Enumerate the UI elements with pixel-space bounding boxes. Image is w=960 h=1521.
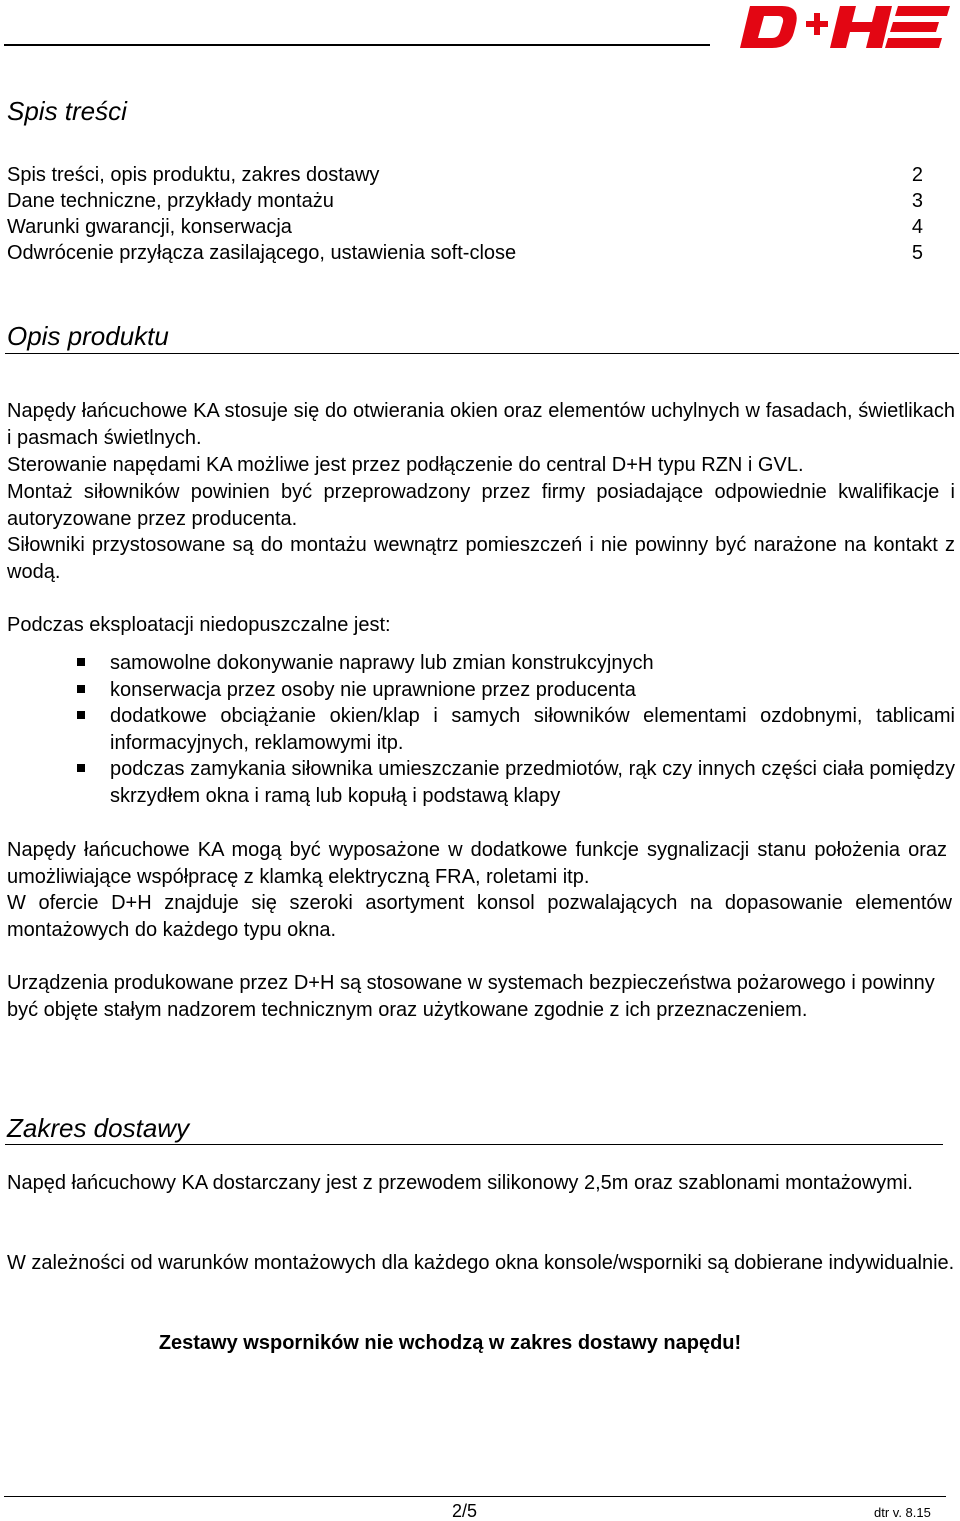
toc-entry-page: 2 bbox=[911, 164, 923, 186]
product-paragraph: Urządzenia produkowane przez D+H są stosowane w systemach bezpieczeństwa pożarowego i powinny być objęte stałym nadzorem technicznym oraz użytkowane zgodnie z ich przeznaczeniem. bbox=[7, 972, 935, 1021]
toc-entry-page: 4 bbox=[911, 216, 923, 238]
header-rule bbox=[4, 44, 710, 46]
toc-entry-label: Warunki gwarancji, konserwacja bbox=[7, 216, 292, 238]
product-paragraph: Siłowniki przystosowane są do montażu wewnątrz pomieszczeń i nie powinny być narażone na kontakt z wodą. bbox=[7, 534, 955, 583]
bullet-icon bbox=[77, 685, 85, 693]
delivery-note: Zestawy wsporników nie wchodzą w zakres dostawy napędu! bbox=[158, 1332, 742, 1354]
list-item: konserwacja przez osoby nie uprawnione przez producenta bbox=[0, 677, 955, 704]
page-number: 2/5 bbox=[452, 1501, 478, 1521]
list-item: samowolne dokonywanie naprawy lub zmian konstrukcyjnych bbox=[0, 650, 955, 677]
delivery-heading: Zakres dostawy bbox=[7, 1113, 190, 1143]
toc-heading: Spis treści bbox=[7, 96, 127, 126]
toc-entry-label: Dane techniczne, przykłady montażu bbox=[7, 190, 334, 212]
toc-entry bbox=[7, 162, 923, 188]
bullet-icon bbox=[77, 764, 85, 772]
toc-entry-label: Spis treści, opis produktu, zakres dostawy bbox=[7, 164, 380, 186]
prohibited-list bbox=[0, 650, 955, 810]
toc-entry-label: Odwrócenie przyłącza zasilającego, ustawienia soft-close bbox=[7, 242, 517, 264]
delivery-paragraph: W zależności od warunków montażowych dla każdego okna konsole/wsporniki są dobierane indywidualnie. bbox=[7, 1252, 955, 1274]
list-item: dodatkowe obciążanie okien/klap i samych siłowników elementami ozdobnymi, tablicami informacyjnych, reklamowymi itp. bbox=[0, 703, 955, 756]
dh-logo-icon bbox=[736, 2, 954, 50]
section-rule bbox=[5, 1144, 943, 1145]
dh-logo bbox=[736, 2, 954, 55]
footer-rule bbox=[4, 1496, 946, 1497]
product-paragraph: Napędy łańcuchowe KA stosuje się do otwierania okien oraz elementów uchylnych w fasadach, świetlikach i pasmach świetlnych. bbox=[7, 400, 955, 449]
delivery-paragraph: Napęd łańcuchowy KA dostarczany jest z przewodem silikonowy 2,5m oraz szablonami montażowymi. bbox=[7, 1172, 913, 1194]
prohibited-intro: Podczas eksploatacji niedopuszczalne jest: bbox=[7, 614, 391, 636]
product-paragraph: Montaż siłowników powinien być przeprowadzony przez firmy posiadające odpowiednie kwalifikacje i autoryzowane przez producenta. bbox=[7, 481, 955, 530]
product-paragraph: Sterowanie napędami KA możliwe jest przez podłączenie do central D+H typu RZN i GVL. bbox=[7, 454, 804, 476]
toc-entry bbox=[7, 188, 923, 214]
bullet-icon bbox=[77, 711, 85, 719]
product-paragraph: Napędy łańcuchowe KA mogą być wyposażone w dodatkowe funkcje sygnalizacji stanu położenia oraz umożliwiające współpracę z klamką elektryczną FRA, roletami itp. bbox=[7, 839, 947, 888]
bullet-icon bbox=[77, 658, 85, 666]
toc-entry-page: 3 bbox=[911, 190, 923, 212]
document-version: dtr v. 8.15 bbox=[874, 1505, 931, 1520]
section-rule bbox=[5, 353, 959, 354]
toc-entry bbox=[7, 240, 923, 266]
product-heading: Opis produktu bbox=[7, 321, 169, 351]
toc-entry bbox=[7, 214, 923, 240]
list-item: podczas zamykania siłownika umieszczanie przedmiotów, rąk czy innych części ciała pomiędzy skrzydłem okna i ramą lub kopułą i podstawą klapy bbox=[0, 756, 955, 809]
product-paragraph: W ofercie D+H znajduje się szeroki asortyment konsol pozwalających na dopasowanie elementów montażowych do każdego typu okna. bbox=[7, 892, 952, 941]
toc-entry-page: 5 bbox=[911, 242, 923, 264]
